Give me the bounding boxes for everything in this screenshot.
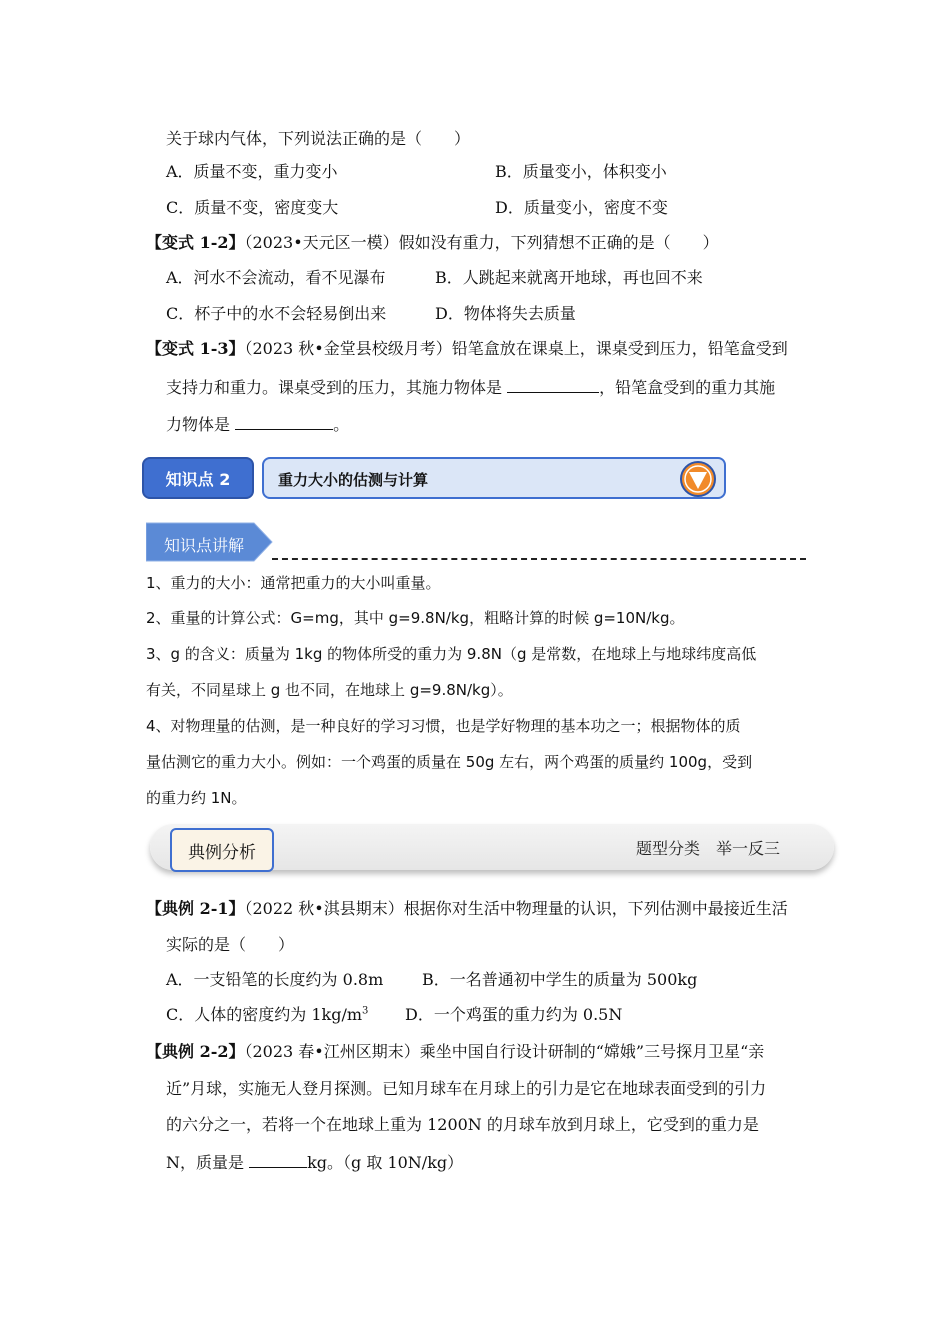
option-d: D．质量变小，密度不变 [495,198,668,217]
option-b: B．人跳起来就离开地球，再也回不来 [435,268,703,287]
option-a: A．质量不变，重力变小 [166,162,338,181]
superscript: 3 [362,1005,369,1017]
option-c: C．杯子中的水不会轻易倒出来 [166,304,387,323]
knowledge-item-continued: 量估测它的重力大小。例如：一个鸡蛋的质量在 50g 左右，两个鸡蛋的质量约 100g，受到 [146,753,753,771]
example-banner-tag: 典例分析 [170,828,274,872]
knowledge-point-title: 重力大小的估测与计算 [278,471,429,489]
question-line: 实际的是（ ） [166,935,295,954]
knowledge-point-title-box [262,457,726,499]
chevron-down-icon [678,460,718,498]
knowledge-item: 2、重量的计算公式：G=mg，其中 g=9.8N/kg，粗略计算的时候 g=10N/kg。 [146,609,685,627]
question-line [166,413,349,436]
option-b: B．质量变小，体积变小 [495,162,667,181]
knowledge-item: 1、重力的大小：通常把重力的大小叫重量。 [146,574,441,592]
question-tag: 【典例 2-2】 [146,1042,245,1061]
question-tag: 【典例 2-1】 [146,899,245,918]
answer-blank[interactable] [235,413,333,430]
dashed-divider [272,558,806,560]
question-1-3 [146,338,788,360]
question-line [166,376,775,399]
text-segment: C．人体的密度约为 1kg/m [166,1005,363,1024]
example-2-1 [146,898,788,920]
question-tag: 【变式 1-2】 [146,233,245,252]
question-1-2 [146,232,719,254]
text-segment: kg。（g 取 10N/kg） [307,1153,464,1172]
text-segment: ，铅笔盒受到的重力其施 [599,378,776,397]
answer-blank[interactable] [249,1151,307,1168]
question-stem: 关于球内气体，下列说法正确的是（ ） [166,129,471,148]
text-segment: 支持力和重力。课桌受到的压力，其施力物体是 [166,378,508,397]
knowledge-point-label: 知识点 2 [142,457,254,499]
question-line [166,1151,463,1174]
question-stem: （2023 春•江州区期末）乘坐中国自行设计研制的“嫦娥”三号探月卫星“亲 [244,1042,765,1061]
option-c: C．质量不变，密度变大 [166,198,339,217]
option-b: B．一名普通初中学生的质量为 500kg [422,970,698,989]
question-stem: （2023 秋•金堂县校级月考）铅笔盒放在课桌上，课桌受到压力，铅笔盒受到 [244,339,788,358]
option-d: D．物体将失去质量 [435,304,576,323]
knowledge-item: 4、对物理量的估测，是一种良好的学习习惯，也是学好物理的基本功之一；根据物体的质 [146,717,741,735]
knowledge-item-continued: 有关，不同星球上 g 也不同，在地球上 g=9.8N/kg）。 [146,681,513,699]
text-segment: 。 [333,415,350,434]
section-tab-label: 知识点讲解 [164,536,245,555]
option-d: D．一个鸡蛋的重力约为 0.5N [405,1005,623,1024]
example-2-2 [146,1041,764,1063]
text-segment: 力物体是 [166,415,236,434]
knowledge-item-continued: 的重力约 1N。 [146,789,247,807]
example-banner-subtitle: 题型分类 举一反三 [636,839,781,858]
text-segment: N，质量是 [166,1153,250,1172]
option-a: A．一支铅笔的长度约为 0.8m [166,970,384,989]
option-a: A．河水不会流动，看不见瀑布 [166,268,386,287]
question-stem: （2022 秋•淇县期末）根据你对生活中物理量的认识，下列估测中最接近生活 [244,899,788,918]
question-stem: （2023•天元区一模）假如没有重力，下列猜想不正确的是（ ） [244,233,719,252]
answer-blank[interactable] [507,376,599,393]
question-tag: 【变式 1-3】 [146,339,245,358]
knowledge-item: 3、g 的含义：质量为 1kg 的物体所受的重力为 9.8N（g 是常数，在地球上与地球纬度高低 [146,645,757,663]
question-line: 近”月球，实施无人登月探测。已知月球车在月球上的引力是它在地球表面受到的引力 [166,1079,767,1098]
option-c [166,1004,368,1026]
question-line: 的六分之一，若将一个在地球上重为 1200N 的月球车放到月球上，它受到的重力是 [166,1115,759,1134]
